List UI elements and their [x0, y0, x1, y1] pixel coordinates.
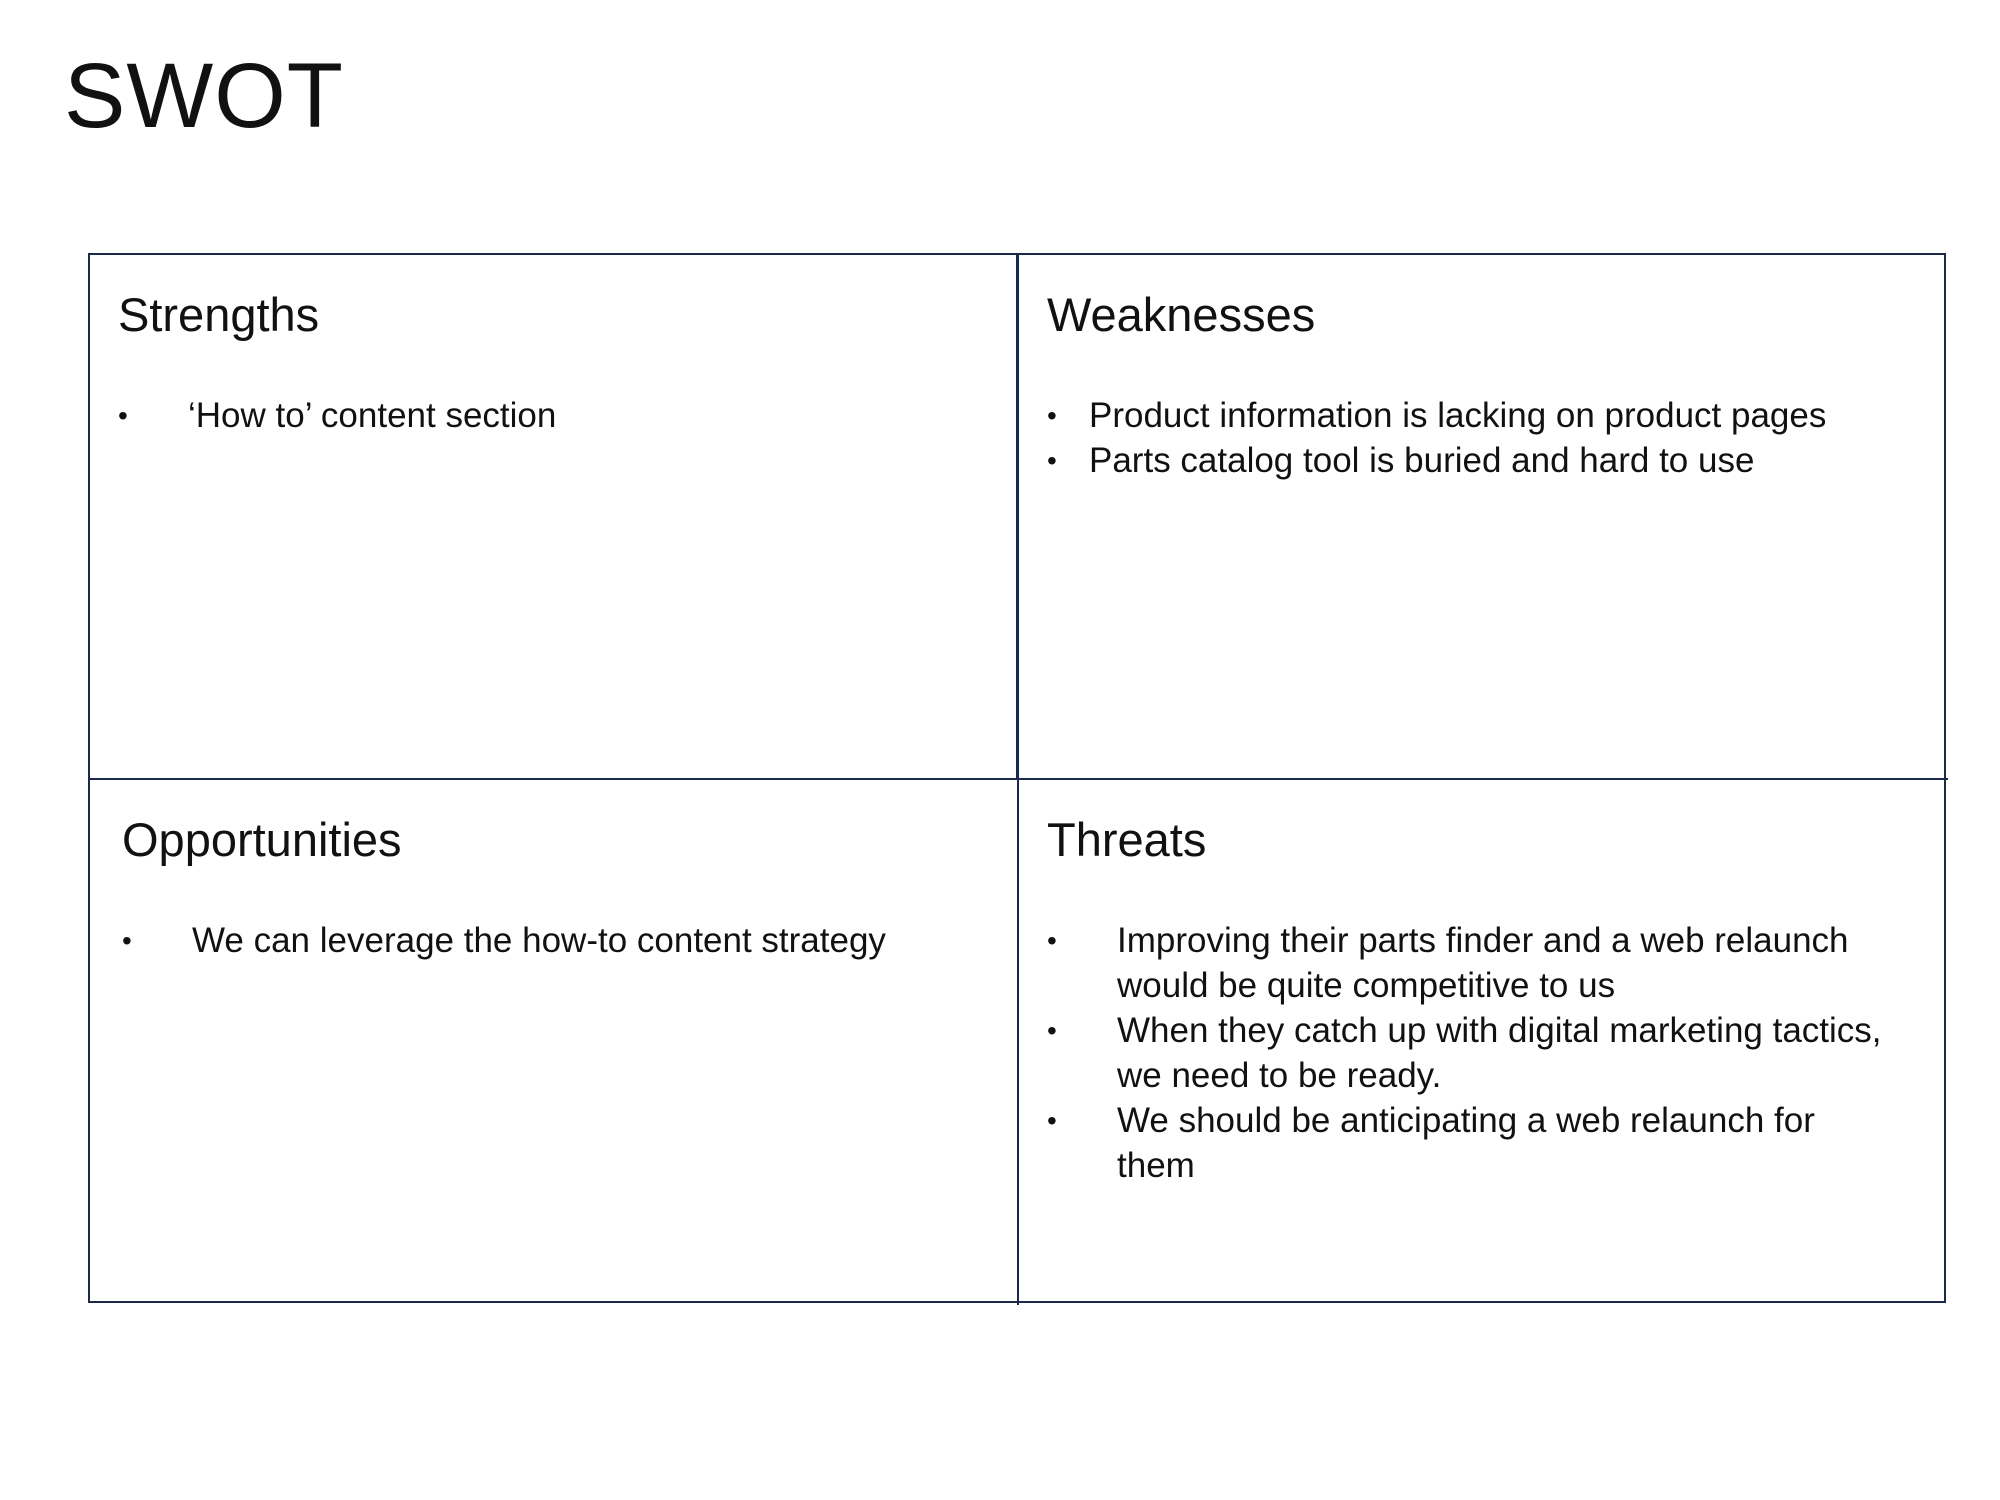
bullet-icon: • [1047, 1105, 1057, 1137]
list-item: • Parts catalog tool is buried and hard to use [1047, 438, 1920, 483]
threats-quadrant [1019, 780, 1948, 1305]
bullet-icon: • [122, 925, 132, 957]
bullet-icon: • [1047, 925, 1057, 957]
bullet-icon: • [1047, 1015, 1057, 1047]
bullet-icon: • [1047, 445, 1057, 477]
strengths-quadrant [90, 255, 1019, 780]
weaknesses-quadrant [1019, 255, 1948, 780]
list-item: • ‘How to’ content section [118, 393, 988, 438]
list-item: • We can leverage the how-to content strategy [122, 918, 989, 963]
bullet-icon: • [1047, 400, 1057, 432]
bullet-icon: • [118, 400, 128, 432]
swot-grid [88, 253, 1946, 1303]
list-item: • Improving their parts finder and a web relaunch would be quite competitive to us [1047, 918, 1890, 1008]
opportunities-list [122, 918, 989, 963]
slide-title: SWOT [64, 45, 344, 147]
threats-heading: Threats [1047, 813, 1207, 866]
threats-list [1047, 918, 1920, 1188]
weaknesses-list [1047, 393, 1920, 483]
weaknesses-heading: Weaknesses [1047, 288, 1316, 341]
list-item: • Product information is lacking on product pages [1047, 393, 1920, 438]
opportunities-quadrant [90, 780, 1019, 1305]
list-item: • When they catch up with digital marketing tactics, we need to be ready. [1047, 1008, 1890, 1098]
opportunities-heading: Opportunities [122, 813, 402, 866]
strengths-heading: Strengths [118, 288, 320, 341]
list-item: • We should be anticipating a web relaunch for them [1047, 1098, 1890, 1188]
strengths-list [118, 393, 988, 438]
